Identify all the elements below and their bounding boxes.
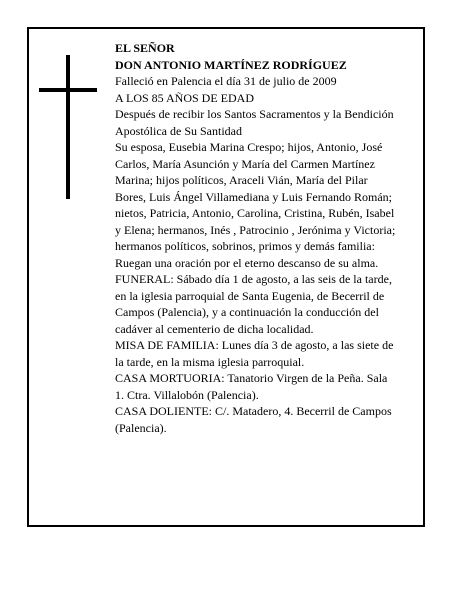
obituary-text <box>115 40 399 436</box>
cross-icon <box>39 55 97 199</box>
deceased-name: DON ANTONIO MARTÍNEZ RODRÍGUEZ <box>115 57 347 72</box>
age-line: A LOS 85 AÑOS DE EDAD <box>115 90 255 105</box>
header-title: EL SEÑOR <box>115 41 175 55</box>
cross-horizontal-bar <box>39 88 97 92</box>
mourning-house-paragraph: CASA DOLIENTE: C/. Matadero, 4. Becerril de Campos (Palencia). <box>115 404 392 435</box>
funeral-home-paragraph: CASA MORTUORIA: Tanatorio Virgen de la Peña. Sala 1. Ctra. Villalobón (Palencia). <box>115 371 388 402</box>
cross-vertical-bar <box>66 55 70 199</box>
family-paragraph: Su esposa, Eusebia Marina Crespo; hijos, Antonio, José Carlos, María Asunción y María del Carmen Martínez Marina; hijos políticos, Araceli Vián, María del Pilar Bores, Luis Ángel Villamediana y Luis Fernando Román; nietos, Patricia, Antonio, Carolina, Cristina, Rubén, Isabel y Elena; hermanos, Inés , Patrocinio , Jerónima y Victoria; hermanos políticos, sobrinos, primos y demás familia: <box>115 140 396 253</box>
obituary-notice <box>27 27 425 527</box>
sacraments-paragraph: Después de recibir los Santos Sacramentos y la Bendición Apostólica de Su Santidad <box>115 107 394 138</box>
prayer-paragraph: Ruegan una oración por el eterno descanso de su alma. <box>115 255 379 270</box>
family-mass-paragraph: MISA DE FAMILIA: Lunes día 3 de agosto, a las siete de la tarde, en la misma iglesia parroquial. <box>115 338 394 369</box>
death-line: Falleció en Palencia el día 31 de julio de 2009 <box>115 74 337 88</box>
funeral-paragraph: FUNERAL: Sábado día 1 de agosto, a las seis de la tarde, en la iglesia parroquial de Santa Eugenia, de Becerril de Campos (Palencia), y a continuación la conducción del cadáver al cementerio de dicha localidad. <box>115 272 392 336</box>
